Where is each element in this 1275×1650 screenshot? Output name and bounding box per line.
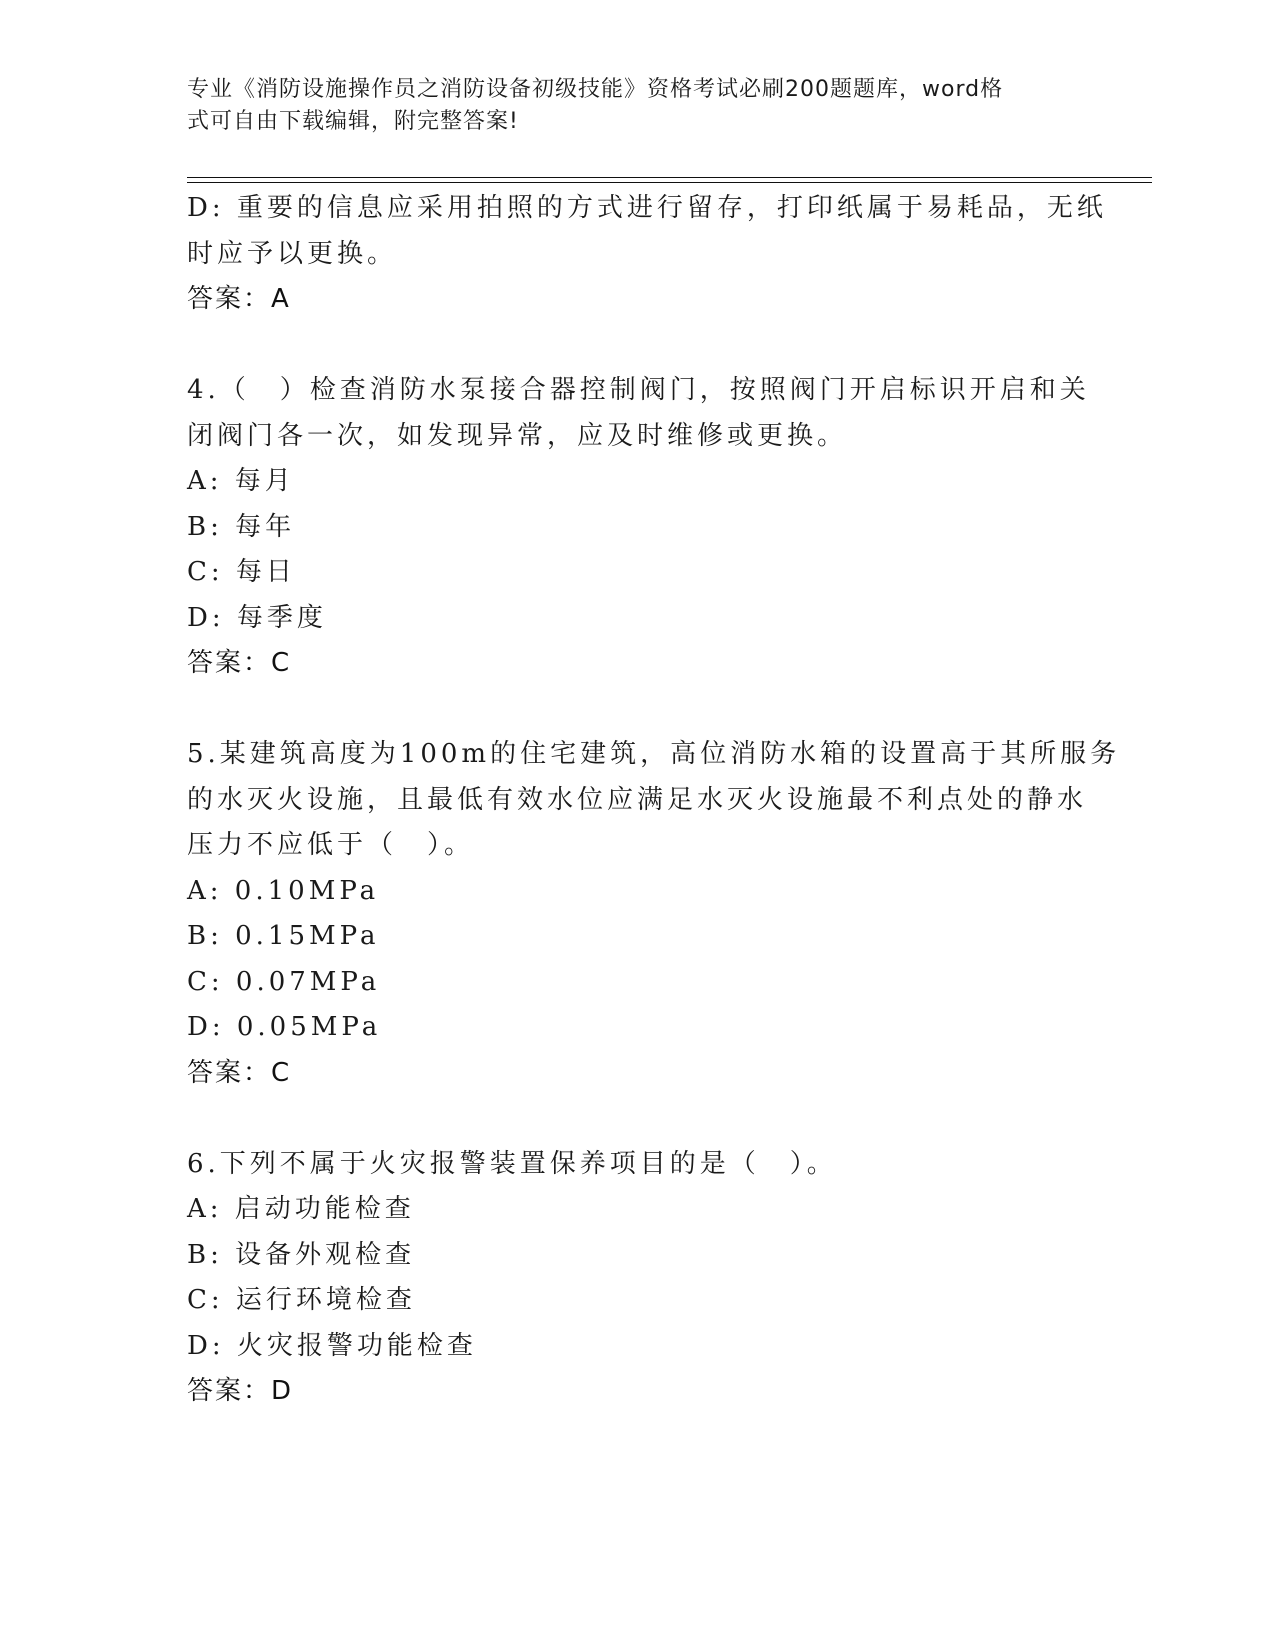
answer-line: 答案：D — [187, 1376, 294, 1406]
question-stem: 4.（ ）检查消防水泵接合器控制阀门，按照阀门开启标识开启和关 — [187, 375, 1090, 405]
option-d: D: 火灾报警功能检查 — [187, 1330, 477, 1361]
option-d: D: 重要的信息应采用拍照的方式进行留存，打印纸属于易耗品，无纸 — [187, 193, 1107, 223]
option-d-continued: 时应予以更换。 — [187, 238, 398, 269]
header-line-1: 专业《消防设施操作员之消防设备初级技能》资格考试必刷200题题库，word格 — [187, 77, 1004, 102]
option-a: A: 启动功能检查 — [187, 1194, 415, 1224]
answer-line: 答案：C — [187, 648, 292, 678]
question-5 — [187, 732, 1121, 1096]
option-c: C: 0.07MPa — [187, 966, 381, 997]
question-stem: 压力不应低于（ ）。 — [187, 830, 475, 860]
option-b: B: 每年 — [187, 511, 296, 542]
option-a: A: 0.10MPa — [187, 875, 380, 906]
spacer — [187, 687, 1087, 733]
option-c: C: 运行环境检查 — [187, 1285, 416, 1315]
option-d: D: 每季度 — [187, 602, 327, 633]
spacer — [187, 1096, 1087, 1142]
answer-line: 答案：A — [187, 284, 291, 314]
question-stem: 闭阀门各一次，如发现异常，应及时维修或更换。 — [187, 420, 848, 451]
option-c: C: 每日 — [187, 557, 296, 587]
question-stem: 的水灭火设施，且最低有效水位应满足水灭火设施最不利点处的静水 — [187, 784, 1088, 815]
previous-question-tail — [187, 186, 1107, 323]
option-a: A: 每月 — [187, 466, 295, 496]
question-stem: 6.下列不属于火灾报警装置保养项目的是（ ）。 — [187, 1148, 837, 1179]
question-list — [187, 186, 1121, 1415]
option-d: D: 0.05MPa — [187, 1012, 382, 1042]
option-b: B: 0.15MPa — [187, 921, 380, 951]
question-4 — [187, 368, 1090, 687]
header-line-2: 式可自由下载编辑，附完整答案! — [187, 109, 519, 134]
header-divider-top — [187, 177, 1152, 178]
document-header — [187, 74, 1067, 138]
answer-line: 答案：C — [187, 1057, 292, 1088]
question-stem: 5.某建筑高度为100m的住宅建筑，高位消防水箱的设置高于其所服务 — [187, 739, 1121, 769]
question-6 — [187, 1142, 1087, 1415]
header-divider-bottom — [187, 182, 1152, 183]
spacer — [187, 323, 1087, 369]
option-b: B: 设备外观检查 — [187, 1239, 416, 1270]
